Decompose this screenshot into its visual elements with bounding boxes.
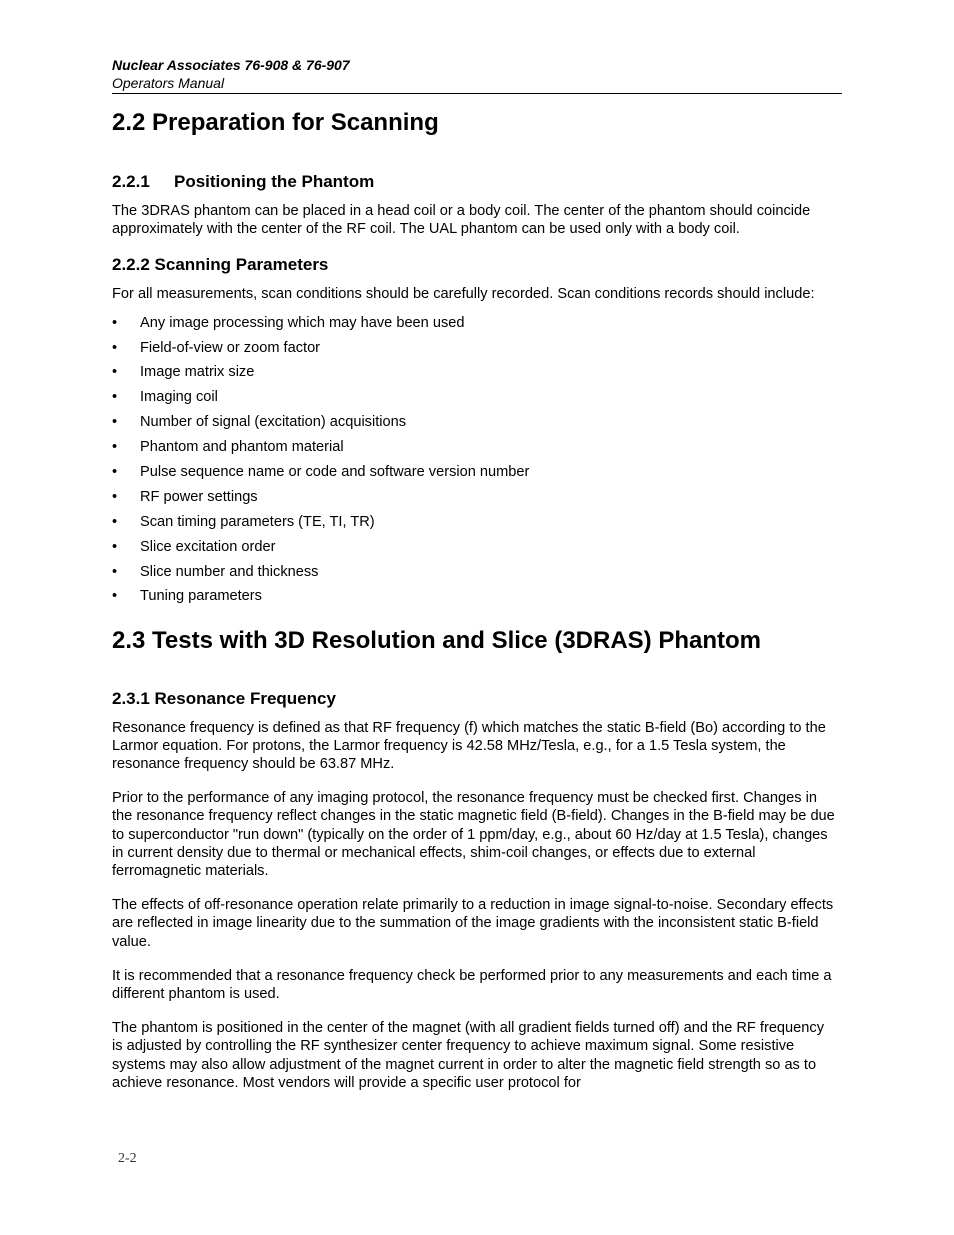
- bullet: •: [112, 389, 118, 406]
- subsection-heading-2-2-1: [112, 171, 838, 192]
- bullet: •: [112, 563, 118, 580]
- list-item-text: Number of signal (excitation) acquisitions: [140, 414, 407, 431]
- paragraph-scan-conditions: For all measurements, scan conditions should be carefully recorded. Scan conditions records should include:: [112, 286, 815, 303]
- paragraph-recommendation: It is recommended that a resonance frequency check be performed prior to any measurements and each time a different phantom is used.: [112, 967, 832, 1003]
- bullet: •: [112, 314, 118, 331]
- list-item-text: Imaging coil: [140, 389, 218, 406]
- bullet: •: [112, 538, 118, 555]
- subsection-heading-2-2-2: 2.2.2 Scanning Parameters: [112, 255, 329, 275]
- scan-conditions-list: [112, 314, 838, 606]
- bullet: •: [112, 364, 118, 381]
- list-item: [112, 314, 838, 332]
- bullet: •: [112, 513, 118, 530]
- subsection-title: Positioning the Phantom: [174, 172, 375, 191]
- subsection-heading-2-3-1: 2.3.1 Resonance Frequency: [112, 688, 336, 708]
- list-item-text: Pulse sequence name or code and software version number: [140, 463, 530, 480]
- list-item-text: Field-of-view or zoom factor: [140, 339, 321, 356]
- paragraph-off-resonance: The effects of off-resonance operation relate primarily to a reduction in image signal-to-noise. Secondary effects are reflected in image linearity due to the summation of the image gradients with the inconsistent static B-field value.: [112, 897, 834, 950]
- running-header: [112, 56, 842, 94]
- list-item: [112, 413, 838, 431]
- list-item-text: RF power settings: [140, 488, 258, 505]
- paragraph-resonance-definition: Resonance frequency is defined as that RF frequency (f) which matches the static B-field (Bo) according to the Larmor equation. For protons, the Larmor frequency is 42.58 MHz/Tesla, e.g., for a 1.5 Tesla system, the resonance frequency should be 63.87 MHz.: [112, 719, 826, 773]
- list-item-text: Phantom and phantom material: [140, 439, 344, 456]
- bullet: •: [112, 414, 118, 431]
- header-subtitle: Operators Manual: [112, 75, 225, 91]
- list-item: [112, 587, 838, 605]
- list-item: [112, 438, 838, 456]
- list-item: [112, 388, 838, 406]
- bullet: •: [112, 588, 118, 605]
- section-heading-2-2: 2.2 Preparation for Scanning: [112, 109, 439, 136]
- page-content: [112, 108, 838, 1108]
- list-item: [112, 513, 838, 531]
- list-item: [112, 339, 838, 357]
- list-item: [112, 538, 838, 556]
- paragraph-positioning: The 3DRAS phantom can be placed in a head coil or a body coil. The center of the phantom should coincide approximately with the center of the RF coil. The UAL phantom can be used only with a body coil.: [112, 203, 811, 238]
- bullet: •: [112, 463, 118, 480]
- bullet: •: [112, 488, 118, 505]
- list-item-text: Scan timing parameters (TE, TI, TR): [140, 513, 375, 530]
- subsection-number: 2.2.1: [112, 172, 150, 191]
- list-item: [112, 488, 838, 506]
- list-item-text: Image matrix size: [140, 364, 255, 381]
- list-item: [112, 563, 838, 581]
- list-item-text: Tuning parameters: [140, 588, 262, 605]
- page-number: 2-2: [118, 1151, 137, 1166]
- bullet: •: [112, 339, 118, 356]
- header-title: Nuclear Associates 76-908 & 76-907: [112, 57, 350, 73]
- list-item: [112, 463, 838, 481]
- paragraph-resonance-check: Prior to the performance of any imaging protocol, the resonance frequency must be checked first. Changes in the resonance frequency reflect changes in the static magnetic field (B-field). Changes in the B-field may be due to superconductor "run down" (typically on the order of 1 ppm/day, e.g., about 60 Hz/day at 1.5 Tesla), changes in current density due to thermal or mechanical effects, shim-coil changes, or effects due to external ferromagnetic materials.: [112, 790, 835, 880]
- paragraph-phantom-position: The phantom is positioned in the center of the magnet (with all gradient fields turned off) and the RF frequency is adjusted by controlling the RF synthesizer center frequency to achieve maximum signal. Some resistive systems may also allow adjustment of the magnet current in order to alter the magnetic field strength so as to achieve resonance. Most vendors will provide a specific user protocol for: [112, 1020, 824, 1091]
- list-item: [112, 363, 838, 381]
- list-item-text: Any image processing which may have been used: [140, 314, 465, 331]
- list-item-text: Slice number and thickness: [140, 563, 319, 580]
- section-heading-2-3: 2.3 Tests with 3D Resolution and Slice (3DRAS) Phantom: [112, 626, 761, 654]
- list-item-text: Slice excitation order: [140, 538, 276, 555]
- bullet: •: [112, 439, 118, 456]
